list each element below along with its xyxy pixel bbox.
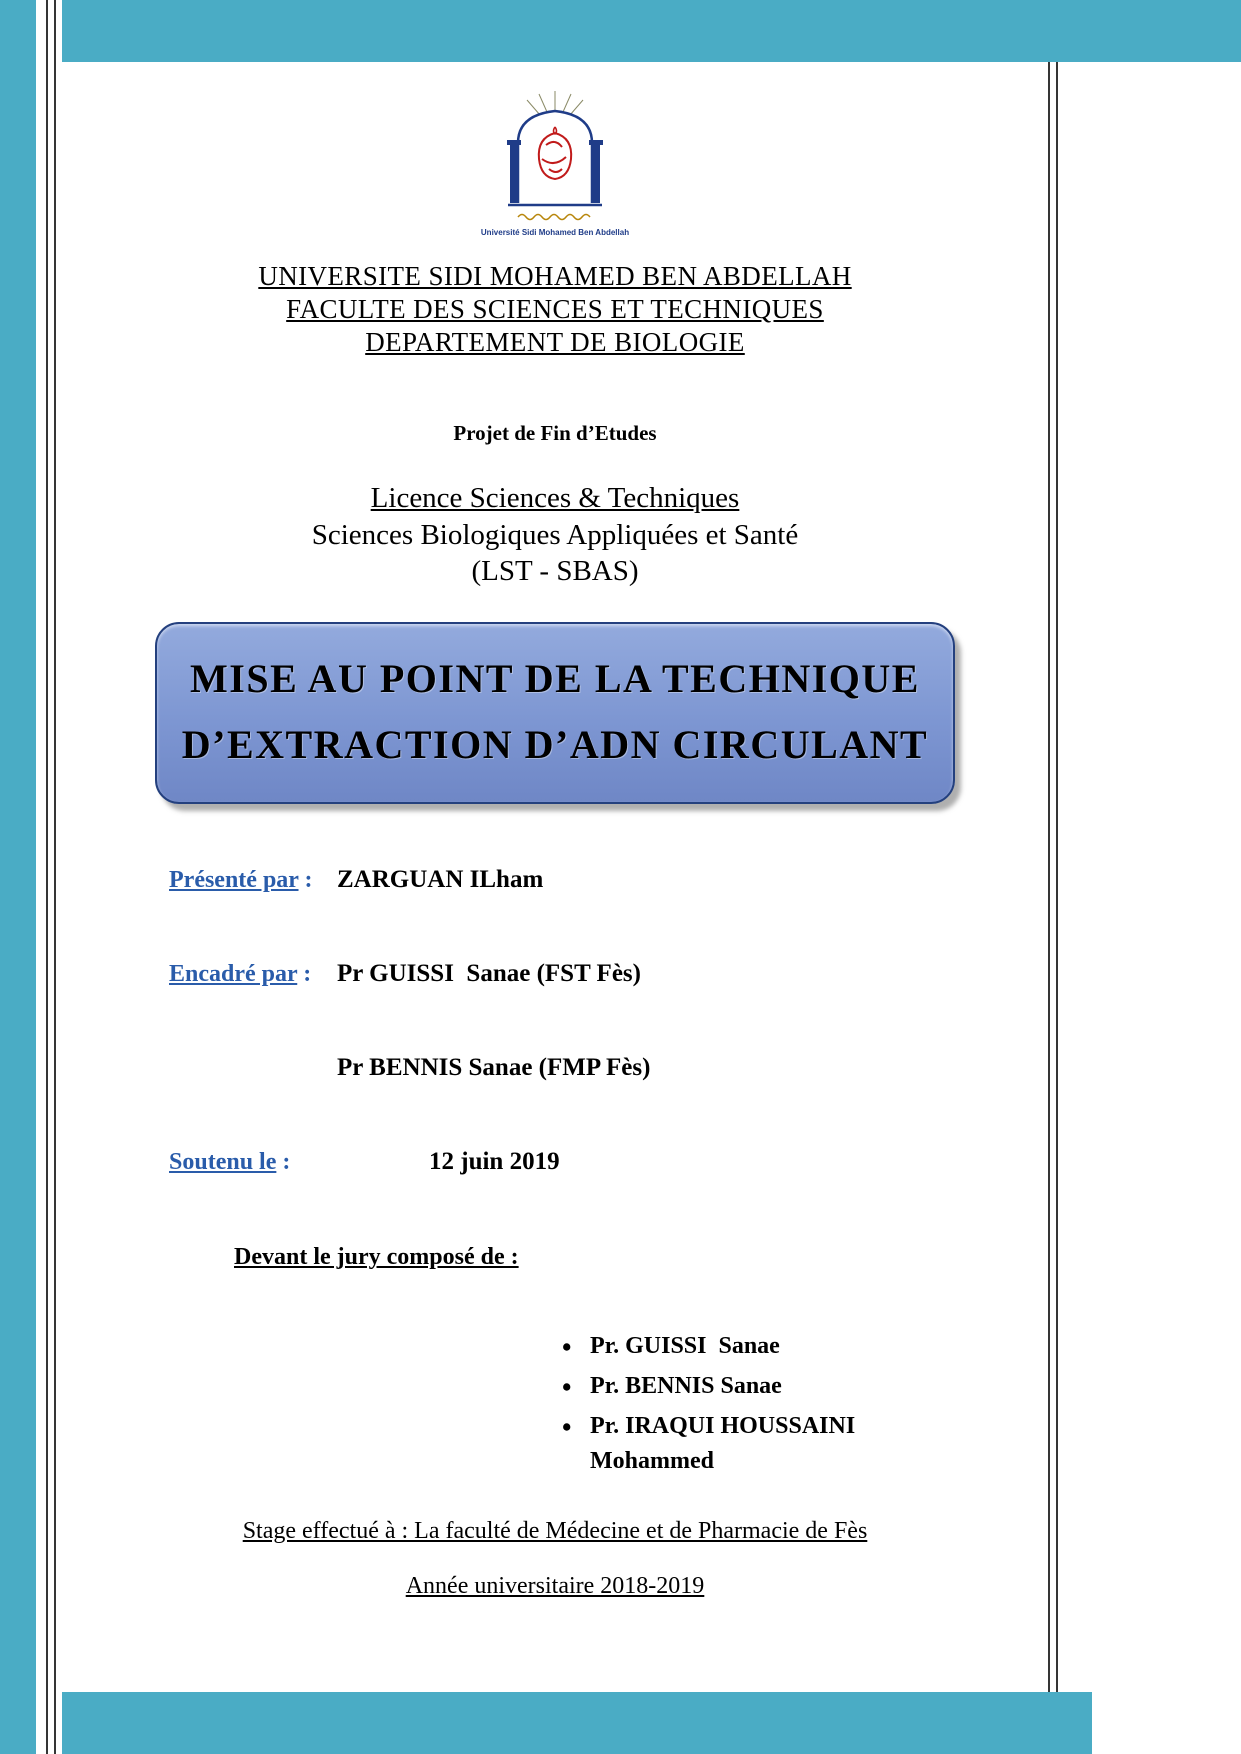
university-logo xyxy=(62,85,1048,250)
supervised-by-row xyxy=(137,942,1048,1006)
presentation-details xyxy=(137,848,1048,1194)
defended-on-label: Soutenu le : xyxy=(169,1149,297,1176)
faculty-name: FACULTE DES SCIENCES ET TECHNIQUES xyxy=(286,293,824,324)
institution-header xyxy=(62,260,1048,359)
cover-content xyxy=(62,0,1048,1754)
border-right-lines xyxy=(1048,0,1058,1754)
logo-calligraphy xyxy=(539,127,571,179)
jury-member: • Pr. IRAQUI HOUSSAINI Mohammed xyxy=(560,1409,910,1479)
jury-member: • Pr. BENNIS Sanae xyxy=(560,1369,910,1404)
project-type: Projet de Fin d’Etudes xyxy=(453,420,657,445)
thesis-title-line2: D’EXTRACTION D’ADN CIRCULANT xyxy=(181,722,929,768)
thesis-title-box xyxy=(155,622,955,804)
supervisor-2-row xyxy=(137,1036,1048,1100)
presented-by-value: ZARGUAN ILham xyxy=(337,866,544,894)
thesis-title-line1: MISE AU POINT DE LA TECHNIQUE xyxy=(190,656,920,702)
specialty-name: Sciences Biologiques Appliquées et Santé xyxy=(311,518,799,551)
defended-on-row xyxy=(137,1130,1048,1194)
border-left-bar xyxy=(0,0,36,1754)
logo-arch xyxy=(507,111,603,205)
logo-arabic-band xyxy=(518,215,590,220)
department-name: DEPARTEMENT DE BIOLOGIE xyxy=(365,326,745,357)
jury-heading: Devant le jury composé de : xyxy=(234,1244,519,1271)
supervisor-1: Pr GUISSI Sanae (FST Fès) xyxy=(337,960,641,988)
jury-member: • Pr. GUISSI Sanae xyxy=(560,1329,910,1364)
academic-year-line: Année universitaire 2018-2019 xyxy=(405,1573,705,1600)
university-name: UNIVERSITE SIDI MOHAMED BEN ABDELLAH xyxy=(258,261,852,291)
defense-date: 12 juin 2019 xyxy=(429,1148,560,1176)
supervisor-2: Pr BENNIS Sanae (FMP Fès) xyxy=(337,1054,651,1082)
supervised-by-label: Encadré par : xyxy=(169,961,318,988)
border-left-lines xyxy=(46,0,56,1754)
presented-by-label: Présenté par : xyxy=(169,867,319,894)
degree-name: Licence Sciences & Techniques xyxy=(370,481,740,514)
degree-acronym: (LST - SBAS) xyxy=(471,555,639,588)
logo-caption: Université Sidi Mohamed Ben Abdellah xyxy=(480,228,630,237)
university-logo-emblem xyxy=(470,85,640,245)
jury-list xyxy=(560,1329,1048,1478)
degree-block xyxy=(62,480,1048,590)
presented-by-row xyxy=(137,848,1048,912)
internship-line: Stage effectué à : La faculté de Médecine et de Pharmacie de Fès xyxy=(242,1518,868,1545)
